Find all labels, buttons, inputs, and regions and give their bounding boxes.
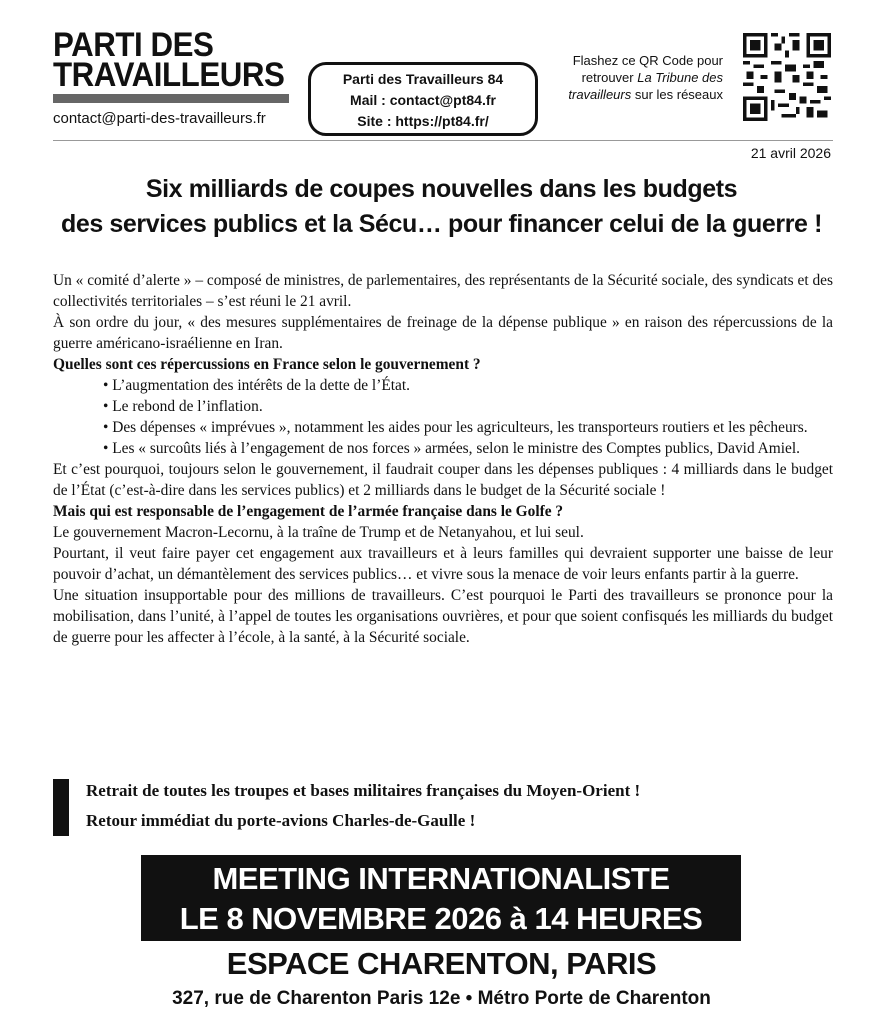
qr-caption bbox=[545, 52, 723, 103]
meeting-banner bbox=[141, 855, 741, 941]
meeting-place: ESPACE CHARENTON, PARIS bbox=[226, 946, 657, 981]
slogan-text bbox=[86, 776, 640, 836]
article-body bbox=[53, 270, 833, 648]
slogan-line-2: Retour immédiat du porte-avions Charles-de-Gaulle ! bbox=[86, 811, 476, 830]
bullet-item-2: • Le rebond de l’inflation. bbox=[103, 398, 263, 415]
meeting-address: 327, rue de Charenton Paris 12e • Métro Porte de Charenton bbox=[172, 988, 711, 1009]
paragraph-3: Et c’est pourquoi, toujours selon le gouvernement, il faudrait couper dans les dépenses publiques : 4 milliards dans le budget de l’État (c’est-à-dire dans les services publics) et 2 milliards dans le budget de la Sécurité sociale ! bbox=[53, 461, 833, 499]
bullet-item-1: • L’augmentation des intérêts de la dette de l’État. bbox=[103, 377, 410, 394]
local-contact-box bbox=[308, 62, 538, 136]
paragraph-2: À son ordre du jour, « des mesures supplémentaires de freinage de la dépense publique » en raison des répercussions de la guerre américano-israélienne en Iran. bbox=[53, 314, 833, 352]
headline-line-2: des services publics et la Sécu… pour financer celui de la guerre ! bbox=[61, 210, 822, 238]
qr-caption-publication: La Tribune des travailleurs bbox=[568, 70, 723, 102]
paragraph-1: Un « comité d’alerte » – composé de ministres, de parlementaires, des représentants de la Sécurité sociale, des syndicats et des collectivités territoriales – s’est réuni le 21 avril. bbox=[53, 272, 833, 310]
headline-line-1: Six milliards de coupes nouvelles dans les budgets bbox=[145, 175, 738, 203]
paragraph-5: Pourtant, il veut faire payer cet engagement aux travailleurs et à leurs familles qui devraient supporter une baisse de leur pouvoir d’achat, un démantèlement des services publics… et vivre sous la menace de voir leurs enfants partir à la guerre. bbox=[53, 545, 833, 583]
header-divider bbox=[53, 140, 833, 141]
question-1: Quelles sont ces répercussions en France selon le gouvernement ? bbox=[53, 356, 481, 373]
slogan-line-1: Retrait de toutes les troupes et bases militaires françaises du Moyen-Orient ! bbox=[86, 781, 641, 800]
party-email[interactable]: contact@parti-des-travailleurs.fr bbox=[53, 110, 266, 127]
meeting-title: MEETING INTERNATIONALISTE bbox=[212, 861, 670, 896]
question-2: Mais qui est responsable de l’engagement de l’armée française dans le Golfe ? bbox=[53, 503, 564, 520]
headline bbox=[30, 172, 853, 242]
qr-code-icon[interactable] bbox=[743, 33, 831, 121]
qr-caption-part-1: Flashez ce QR Code pour retrouver bbox=[572, 53, 723, 85]
meeting-date: LE 8 NOVEMBRE 2026 à 14 HEURES bbox=[179, 901, 703, 936]
slogan-block bbox=[53, 776, 833, 836]
bullet-item-4: • Les « surcoûts liés à l’engagement de nos forces » armées, selon le ministre des Comptes publics, David Amiel. bbox=[103, 440, 800, 457]
logo-line-2: TRAVAILLEURS bbox=[53, 56, 285, 94]
logo-bar bbox=[53, 94, 289, 103]
issue-date: 21 avril 2026 bbox=[750, 145, 831, 161]
paragraph-6: Une situation insupportable pour des millions de travailleurs. C’est pourquoi le Parti des travailleurs se prononce pour la mobilisation, dans l’unité, à l’appel de toutes les organisations ouvrières, et pour que soient confisqués les milliards du budget de guerre pour les affecter à l’école, à la santé, à la Sécurité sociale. bbox=[53, 587, 833, 646]
party-logo bbox=[53, 26, 293, 127]
local-mail[interactable]: Mail : contact@pt84.fr bbox=[350, 92, 496, 108]
local-section-name: Parti des Travailleurs 84 bbox=[342, 71, 504, 87]
slogan-bar bbox=[53, 779, 69, 836]
qr-caption-part-2: sur les réseaux bbox=[631, 87, 723, 102]
paragraph-4: Le gouvernement Macron-Lecornu, à la traîne de Trump et de Netanyahou, et lui seul. bbox=[53, 524, 584, 541]
bullet-item-3: • Des dépenses « imprévues », notamment les aides pour les agriculteurs, les transporteurs routiers et les pêcheurs. bbox=[103, 419, 808, 436]
local-site[interactable]: Site : https://pt84.fr/ bbox=[357, 113, 489, 129]
logo-line-1: PARTI DES bbox=[53, 26, 214, 64]
